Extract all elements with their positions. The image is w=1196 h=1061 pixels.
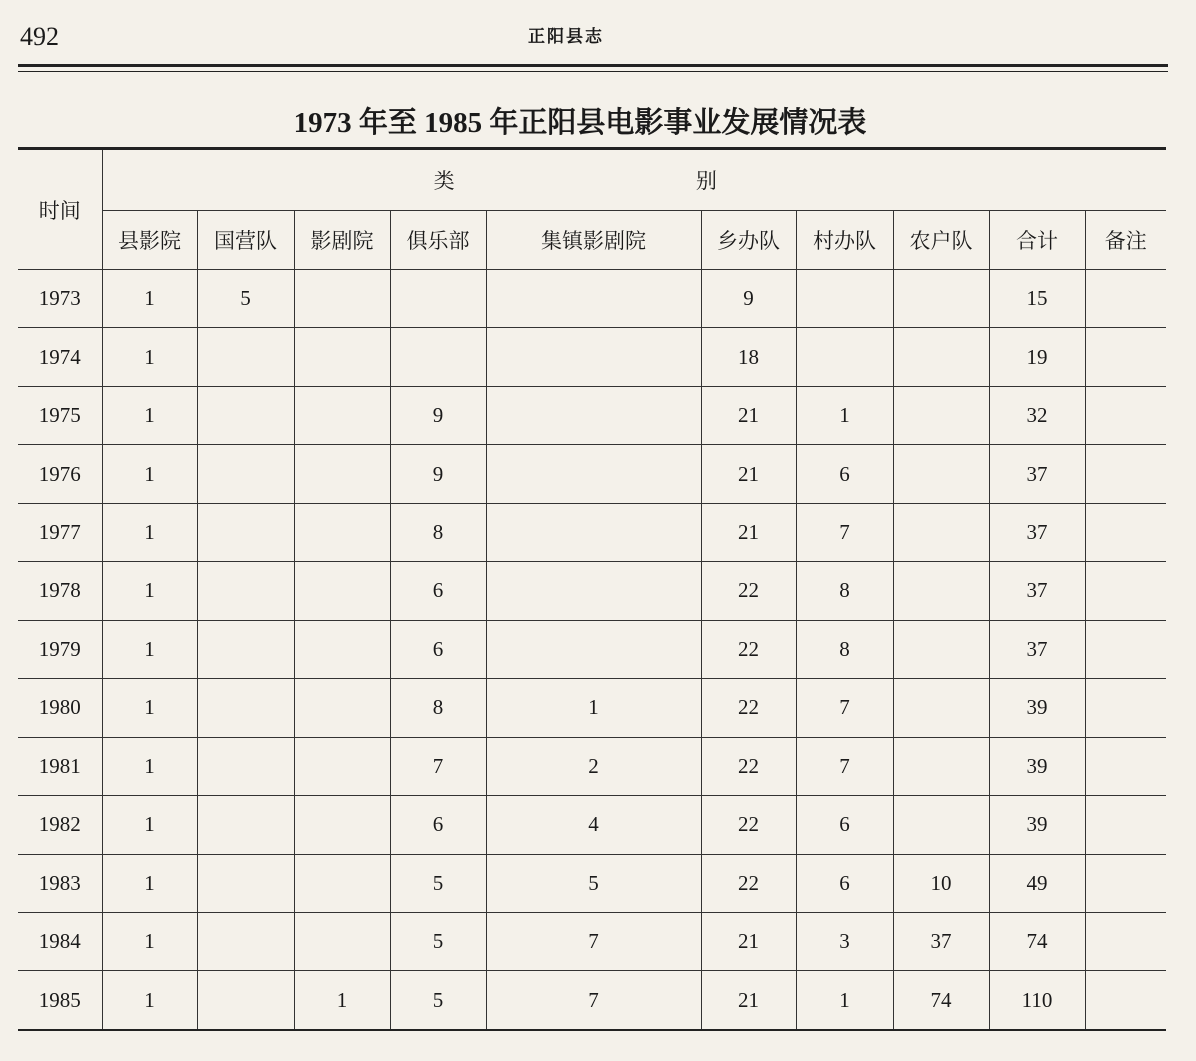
table-cell: 1 xyxy=(102,912,197,970)
table-cell xyxy=(197,737,294,795)
table-cell: 1 xyxy=(102,503,197,561)
table-cell xyxy=(486,328,701,386)
table-body xyxy=(18,270,1166,1031)
table-cell xyxy=(486,386,701,444)
table-cell xyxy=(294,679,390,737)
table-row xyxy=(18,737,1166,795)
table-cell xyxy=(796,270,893,328)
year-cell: 1976 xyxy=(18,445,102,503)
table-cell xyxy=(197,854,294,912)
table-cell: 1 xyxy=(796,971,893,1030)
year-cell: 1977 xyxy=(18,503,102,561)
year-cell: 1975 xyxy=(18,386,102,444)
time-column-header: 时间 xyxy=(18,149,102,270)
column-header: 集镇影剧院 xyxy=(486,211,701,270)
table-cell xyxy=(294,912,390,970)
table-cell: 1 xyxy=(102,679,197,737)
table-cell: 6 xyxy=(390,562,486,620)
table-row xyxy=(18,854,1166,912)
film-stats-table xyxy=(18,147,1166,1031)
table-cell xyxy=(390,270,486,328)
table-cell xyxy=(294,328,390,386)
table-cell xyxy=(197,620,294,678)
table-row xyxy=(18,679,1166,737)
table-cell xyxy=(486,270,701,328)
column-header-row xyxy=(18,211,1166,270)
table-cell: 8 xyxy=(796,562,893,620)
column-header: 影剧院 xyxy=(294,211,390,270)
table-cell: 2 xyxy=(486,737,701,795)
column-header: 国营队 xyxy=(197,211,294,270)
table-row xyxy=(18,912,1166,970)
table-cell: 6 xyxy=(796,796,893,854)
table-cell: 10 xyxy=(893,854,989,912)
table-cell: 22 xyxy=(701,854,796,912)
table-row xyxy=(18,270,1166,328)
table-cell xyxy=(893,328,989,386)
table-cell xyxy=(1085,328,1166,386)
table-cell xyxy=(486,445,701,503)
table-cell xyxy=(893,270,989,328)
year-cell: 1979 xyxy=(18,620,102,678)
table-cell xyxy=(1085,270,1166,328)
column-header: 俱乐部 xyxy=(390,211,486,270)
table-cell: 1 xyxy=(102,328,197,386)
table-cell: 37 xyxy=(893,912,989,970)
table-row xyxy=(18,445,1166,503)
table-cell: 39 xyxy=(989,679,1085,737)
table-cell xyxy=(893,679,989,737)
table-cell: 7 xyxy=(796,737,893,795)
table-cell xyxy=(197,562,294,620)
table-row xyxy=(18,562,1166,620)
table-cell xyxy=(893,445,989,503)
table-cell: 6 xyxy=(390,796,486,854)
table-cell xyxy=(294,445,390,503)
category-header: 类 别 xyxy=(102,149,1166,211)
table-cell xyxy=(197,503,294,561)
table-cell: 21 xyxy=(701,386,796,444)
table-cell: 74 xyxy=(893,971,989,1030)
table-cell xyxy=(294,796,390,854)
table-cell xyxy=(390,328,486,386)
table-cell xyxy=(294,503,390,561)
table-cell xyxy=(294,854,390,912)
table-cell: 37 xyxy=(989,445,1085,503)
table-cell xyxy=(1085,562,1166,620)
table-cell: 7 xyxy=(390,737,486,795)
table-cell: 1 xyxy=(102,737,197,795)
table-cell xyxy=(1085,620,1166,678)
year-cell: 1974 xyxy=(18,328,102,386)
year-cell: 1973 xyxy=(18,270,102,328)
table-cell: 37 xyxy=(989,562,1085,620)
table-cell xyxy=(294,386,390,444)
table-cell: 22 xyxy=(701,562,796,620)
table-row xyxy=(18,971,1166,1030)
table-cell xyxy=(893,796,989,854)
table-row xyxy=(18,796,1166,854)
table-cell: 110 xyxy=(989,971,1085,1030)
table-cell: 6 xyxy=(796,445,893,503)
table-title: 1973 年至 1985 年正阳县电影事业发展情况表 xyxy=(293,107,867,139)
header-rule-thin xyxy=(18,71,1168,72)
table-cell xyxy=(1085,737,1166,795)
page-number: 492 xyxy=(20,22,59,51)
table-cell: 7 xyxy=(486,912,701,970)
table-cell xyxy=(796,328,893,386)
table-cell: 39 xyxy=(989,796,1085,854)
table-cell: 8 xyxy=(390,679,486,737)
table-cell: 5 xyxy=(197,270,294,328)
table-cell xyxy=(197,971,294,1030)
table-cell: 9 xyxy=(390,386,486,444)
table-cell xyxy=(1085,386,1166,444)
table-cell: 49 xyxy=(989,854,1085,912)
header-rule-thick xyxy=(18,64,1168,67)
table-cell: 15 xyxy=(989,270,1085,328)
table-cell xyxy=(486,620,701,678)
column-header: 村办队 xyxy=(796,211,893,270)
table-cell xyxy=(1085,503,1166,561)
table-cell: 19 xyxy=(989,328,1085,386)
table-cell: 21 xyxy=(701,445,796,503)
table-cell: 7 xyxy=(796,679,893,737)
column-header: 备注 xyxy=(1085,211,1166,270)
table-cell: 7 xyxy=(486,971,701,1030)
table-cell: 1 xyxy=(102,386,197,444)
column-header: 乡办队 xyxy=(701,211,796,270)
table-cell xyxy=(893,562,989,620)
table-cell xyxy=(1085,679,1166,737)
table-cell: 1 xyxy=(796,386,893,444)
table-cell: 4 xyxy=(486,796,701,854)
table-cell: 5 xyxy=(390,854,486,912)
table-cell xyxy=(1085,445,1166,503)
year-cell: 1985 xyxy=(18,971,102,1030)
table-cell: 22 xyxy=(701,737,796,795)
table-cell: 21 xyxy=(701,912,796,970)
year-cell: 1984 xyxy=(18,912,102,970)
table-cell: 21 xyxy=(701,503,796,561)
table-cell: 3 xyxy=(796,912,893,970)
column-header: 农户队 xyxy=(893,211,989,270)
table-cell xyxy=(893,503,989,561)
table-cell: 37 xyxy=(989,620,1085,678)
table-cell: 1 xyxy=(102,620,197,678)
table-cell: 1 xyxy=(486,679,701,737)
table-cell: 1 xyxy=(102,445,197,503)
table-cell xyxy=(486,503,701,561)
table-cell: 22 xyxy=(701,796,796,854)
table-cell: 39 xyxy=(989,737,1085,795)
year-cell: 1980 xyxy=(18,679,102,737)
table-row xyxy=(18,328,1166,386)
table-cell: 32 xyxy=(989,386,1085,444)
table-row xyxy=(18,620,1166,678)
table-cell: 7 xyxy=(796,503,893,561)
table-cell xyxy=(1085,796,1166,854)
table-cell: 74 xyxy=(989,912,1085,970)
table-cell: 6 xyxy=(390,620,486,678)
table-cell: 9 xyxy=(390,445,486,503)
running-head: 正阳县志 xyxy=(528,27,604,47)
table-cell: 1 xyxy=(102,854,197,912)
table-cell xyxy=(1085,912,1166,970)
table-cell xyxy=(294,270,390,328)
table-cell: 5 xyxy=(390,971,486,1030)
table-cell xyxy=(197,445,294,503)
table-cell xyxy=(893,386,989,444)
year-cell: 1981 xyxy=(18,737,102,795)
table-cell xyxy=(486,562,701,620)
table-cell xyxy=(893,737,989,795)
table-cell: 1 xyxy=(102,562,197,620)
table-cell xyxy=(197,912,294,970)
table-cell: 37 xyxy=(989,503,1085,561)
year-cell: 1983 xyxy=(18,854,102,912)
table-cell: 6 xyxy=(796,854,893,912)
table-cell xyxy=(197,386,294,444)
table-cell xyxy=(197,328,294,386)
table-cell: 1 xyxy=(102,270,197,328)
table-cell: 8 xyxy=(390,503,486,561)
table-row xyxy=(18,386,1166,444)
table-cell xyxy=(1085,854,1166,912)
table-cell: 9 xyxy=(701,270,796,328)
table-row xyxy=(18,503,1166,561)
table-cell: 22 xyxy=(701,620,796,678)
table-cell: 21 xyxy=(701,971,796,1030)
table-cell xyxy=(294,737,390,795)
table-cell xyxy=(294,620,390,678)
table-cell: 18 xyxy=(701,328,796,386)
table-cell xyxy=(294,562,390,620)
table-cell: 5 xyxy=(486,854,701,912)
column-header: 县影院 xyxy=(102,211,197,270)
table-cell xyxy=(1085,971,1166,1030)
table-cell xyxy=(893,620,989,678)
column-header: 合计 xyxy=(989,211,1085,270)
table-cell: 1 xyxy=(294,971,390,1030)
table-cell: 8 xyxy=(796,620,893,678)
table-cell: 1 xyxy=(102,796,197,854)
table-cell xyxy=(197,796,294,854)
year-cell: 1982 xyxy=(18,796,102,854)
table-cell: 5 xyxy=(390,912,486,970)
year-cell: 1978 xyxy=(18,562,102,620)
table-cell: 1 xyxy=(102,971,197,1030)
table-cell xyxy=(197,679,294,737)
table-cell: 22 xyxy=(701,679,796,737)
